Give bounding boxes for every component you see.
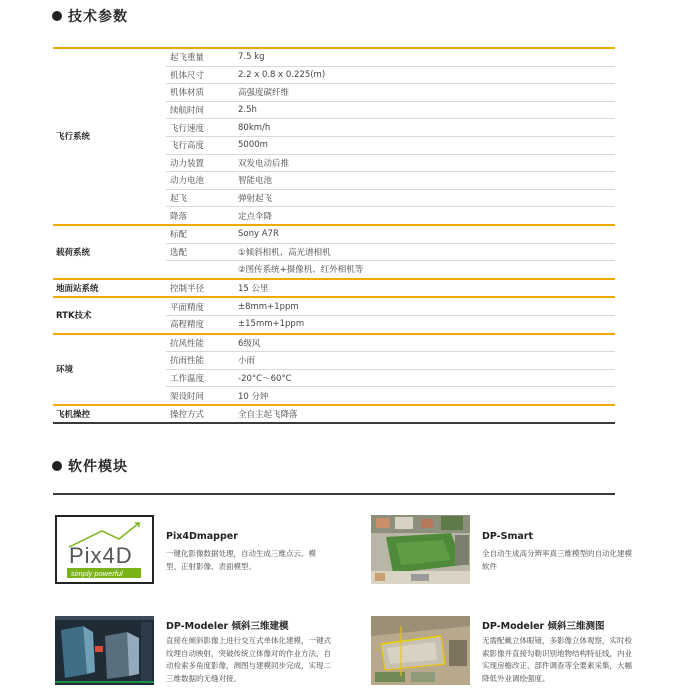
- aerial-model-picture: [371, 515, 470, 584]
- spec-value: 定点伞降: [238, 211, 273, 222]
- spec-table-bottom-rule: [53, 422, 615, 424]
- spec-group: [53, 333, 615, 404]
- pix4d-logo-graphic: [57, 517, 152, 582]
- spec-row: [166, 406, 615, 423]
- specs-section-title: [52, 6, 128, 26]
- spec-group: [53, 296, 615, 332]
- software-desc: 一键化影像数据处理，自动生成三维点云、模型、正射影像、表面模型。: [166, 549, 316, 571]
- spec-value: 7.5 kg: [238, 52, 265, 63]
- spec-value: -20°C～60°C: [238, 373, 292, 384]
- spec-key: 工作温度: [170, 373, 205, 384]
- spec-value: ±8mm+1ppm: [238, 301, 299, 312]
- dp-smart-aerial-image: [371, 515, 470, 584]
- software-desc: 无需配戴立体眼镜，多影像立体观察，实时检索影像并直接勾勒识别地物结构特征线，内业实现房檐改正、部件调查等全要素采集，大幅降低外业调绘强度。: [482, 636, 632, 683]
- spec-key: 操控方式: [170, 410, 205, 421]
- spec-value: 高强度碳纤维: [238, 88, 290, 99]
- spec-group-name: RTK技术: [56, 311, 92, 322]
- spec-row: [166, 298, 615, 315]
- spec-key: 起飞: [170, 194, 188, 205]
- spec-value: 2.5h: [238, 105, 257, 116]
- spec-group: [53, 278, 615, 297]
- spec-row: [166, 280, 615, 297]
- spec-key: 控制半径: [170, 284, 205, 295]
- spec-row: [166, 315, 615, 333]
- spec-row: [166, 260, 615, 278]
- software-card-dp-modeler-model: [55, 616, 345, 700]
- spec-group-name: 地面站系统: [56, 284, 99, 295]
- spec-key: 飞行高度: [170, 141, 205, 152]
- spec-row: [166, 226, 615, 243]
- spec-row: [166, 171, 615, 189]
- spec-value: 80km/h: [238, 122, 271, 133]
- specs-title-text: 技术参数: [68, 9, 128, 25]
- spec-row: [166, 206, 615, 224]
- mapping-aerial-picture: [371, 616, 470, 685]
- spec-key: 高程精度: [170, 320, 205, 331]
- spec-key: 架设时间: [170, 391, 205, 402]
- spec-row: [166, 83, 615, 101]
- spec-group-name: 环境: [56, 365, 74, 376]
- spec-value: 10 分钟: [238, 391, 269, 402]
- spec-row: [166, 369, 615, 387]
- spec-row: [166, 66, 615, 84]
- spec-value: 5000m: [238, 140, 268, 151]
- spec-row: [166, 154, 615, 172]
- spec-value: 全自主起飞降落: [238, 410, 298, 421]
- spec-value: Sony A7R: [238, 229, 279, 240]
- software-title: DP-Modeler 倾斜三维建模: [166, 621, 289, 632]
- spec-value: 智能电池: [238, 176, 273, 187]
- spec-row: [166, 118, 615, 136]
- software-section-title: [52, 456, 128, 476]
- spec-value: 小雨: [238, 356, 256, 367]
- software-title: Pix4Dmapper: [166, 531, 238, 542]
- spec-row: [166, 189, 615, 207]
- spec-key: 动力装置: [170, 158, 205, 169]
- spec-row: [166, 49, 615, 66]
- spec-key: 降落: [170, 211, 188, 222]
- pix4d-logo-text: Pix4D: [69, 543, 133, 568]
- software-title: DP-Smart: [482, 531, 534, 542]
- pix4d-logo: [55, 515, 154, 584]
- spec-row: [166, 386, 615, 404]
- spec-row: [166, 101, 615, 119]
- spec-group-name: 飞机操控: [56, 410, 91, 421]
- spec-group: [53, 404, 615, 423]
- software-title: DP-Modeler 倾斜三维测图: [482, 621, 605, 632]
- spec-table: [53, 47, 615, 424]
- spec-key: 机体材质: [170, 88, 205, 99]
- spec-key: 选配: [170, 247, 188, 258]
- bullet-icon: [52, 461, 62, 471]
- software-card-dp-modeler-map: [371, 616, 661, 700]
- dp-modeler-screenshot: [55, 616, 154, 685]
- software-desc: 直接在倾斜影像上进行交互式单体化建模，一键式纹理自动映射，突破传统立体像对的作业方法，自动检索多角度影像，测图与建模同步完成，实现二三维数据的无缝对接。: [166, 636, 331, 683]
- modeling-software-picture: [55, 616, 154, 685]
- spec-value: 双发电动后推: [238, 158, 290, 169]
- spec-key: 平面精度: [170, 302, 205, 313]
- software-desc: 全自动生成高分辨率真三维模型的自动化建模软件: [482, 549, 632, 571]
- spec-group-name: 载荷系统: [56, 247, 91, 258]
- spec-value: 15 公里: [238, 284, 269, 295]
- spec-row: [166, 136, 615, 154]
- spec-group: [53, 47, 615, 224]
- section-divider: [53, 493, 615, 495]
- spec-value: ①倾斜相机、高光谱相机: [238, 247, 331, 258]
- spec-row: [166, 335, 615, 352]
- software-card-pix4d: [55, 515, 335, 590]
- spec-key: 飞行速度: [170, 123, 205, 134]
- spec-key: 抗风性能: [170, 338, 205, 349]
- spec-value: 弹射起飞: [238, 194, 273, 205]
- spec-row: [166, 243, 615, 261]
- spec-group: [53, 224, 615, 278]
- software-card-dp-smart: [371, 515, 661, 590]
- pix4d-tagline: simply powerful: [71, 569, 123, 578]
- spec-key: 机体尺寸: [170, 70, 205, 81]
- spec-value: ±15mm+1ppm: [238, 319, 305, 330]
- software-title-text: 软件模块: [68, 459, 128, 475]
- spec-key: 标配: [170, 230, 188, 241]
- spec-group-name: 飞行系统: [56, 132, 91, 143]
- spec-key: 动力电池: [170, 176, 205, 187]
- spec-row: [166, 351, 615, 369]
- spec-key: 续航时间: [170, 106, 205, 117]
- bullet-icon: [52, 11, 62, 21]
- spec-value: ②图传系统+摄像机、红外相机等: [238, 265, 364, 276]
- spec-value: 6级风: [238, 338, 261, 349]
- spec-value: 2.2 x 0.8 x 0.225(m): [238, 69, 326, 80]
- spec-key: 起飞重量: [170, 53, 205, 64]
- dp-modeler-map-image: [371, 616, 470, 685]
- spec-key: 抗雨性能: [170, 356, 205, 367]
